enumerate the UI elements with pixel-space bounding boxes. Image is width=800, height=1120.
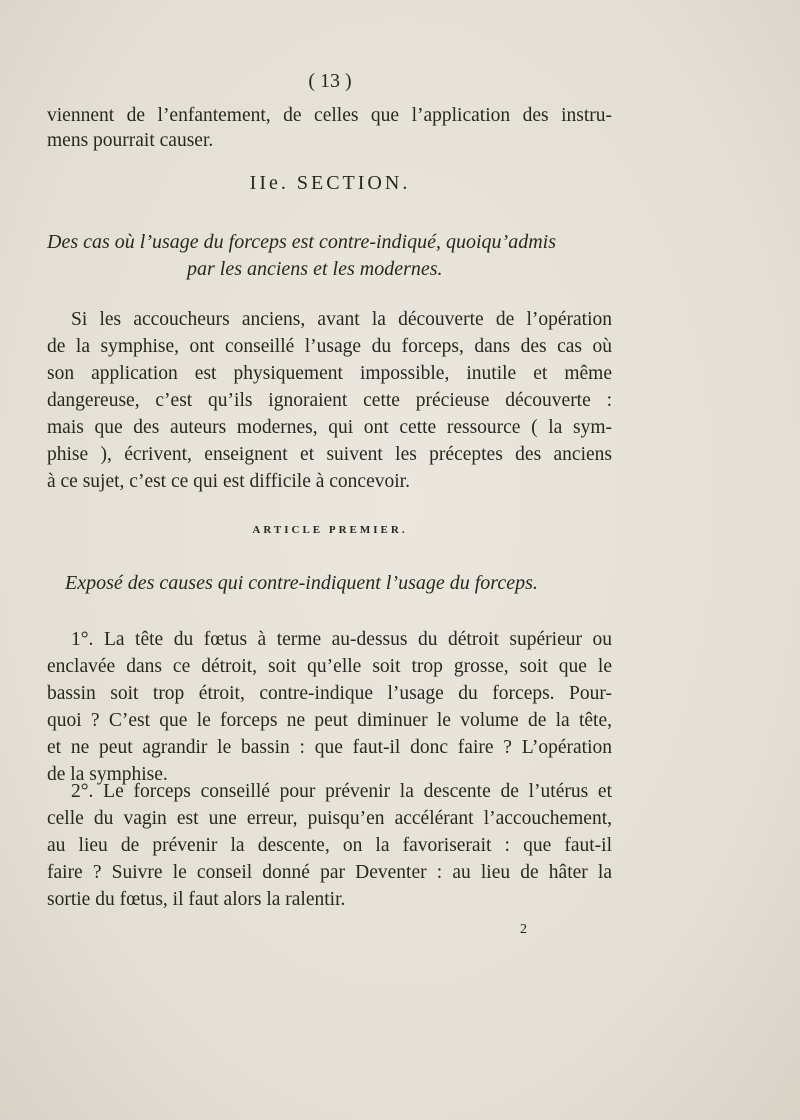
text-line: faire ? Suivre le conseil donné par Deventer : au lieu de hâter la [47, 862, 612, 883]
subtitle-line: par les anciens et les modernes. [187, 258, 443, 280]
page-number: ( 13 ) [308, 70, 352, 92]
text-line: phise ), écrivent, enseignent et suivent les préceptes des anciens [47, 444, 612, 465]
text-line: au lieu de prévenir la descente, on la favoriserait : que faut-il [47, 835, 612, 856]
section-heading: IIe. SECTION. [249, 172, 411, 194]
text-line: et ne peut agrandir le bassin : que faut-il donc faire ? L’opération [47, 737, 612, 758]
text-line: celle du vagin est une erreur, puisqu’en accélérant l’accouchement, [47, 808, 612, 829]
subtitle-line: Des cas où l’usage du forceps est contre-indiqué, quoiqu’admis [47, 231, 556, 253]
text-line: 2°. Le forceps conseillé pour prévenir la descente de l’utérus et [71, 781, 612, 802]
text-line: à ce sujet, c’est ce qui est difficile à concevoir. [47, 471, 410, 492]
text-line: Si les accoucheurs anciens, avant la découverte de l’opération [71, 309, 612, 330]
article-subtitle: Exposé des causes qui contre-indiquent l’usage du forceps. [65, 572, 538, 594]
text-line: bassin soit trop étroit, contre-indique l’usage du forceps. Pour- [47, 683, 612, 704]
text-line: enclavée dans ce détroit, soit qu’elle soit trop grosse, soit que le [47, 656, 612, 677]
text-line: son application est physiquement impossible, inutile et même [47, 363, 612, 384]
text-line: mais que des auteurs modernes, qui ont cette ressource ( la sym- [47, 417, 612, 438]
text-line: viennent de l’enfantement, de celles que l’application des instru- [47, 105, 612, 126]
text-line: de la symphise. [47, 764, 168, 785]
text-line: dangereuse, c’est qu’ils ignoraient cette précieuse découverte : [47, 390, 612, 411]
text-line: quoi ? C’est que le forceps ne peut diminuer le volume de la tête, [47, 710, 612, 731]
signature-mark: 2 [520, 922, 527, 937]
text-line: 1°. La tête du fœtus à terme au-dessus du détroit supérieur ou [71, 629, 612, 650]
text-line: sortie du fœtus, il faut alors la ralentir. [47, 889, 346, 910]
article-heading: ARTICLE PREMIER. [252, 524, 408, 536]
text-line: mens pourrait causer. [47, 130, 214, 151]
text-line: de la symphise, ont conseillé l’usage du forceps, dans des cas où [47, 336, 612, 357]
